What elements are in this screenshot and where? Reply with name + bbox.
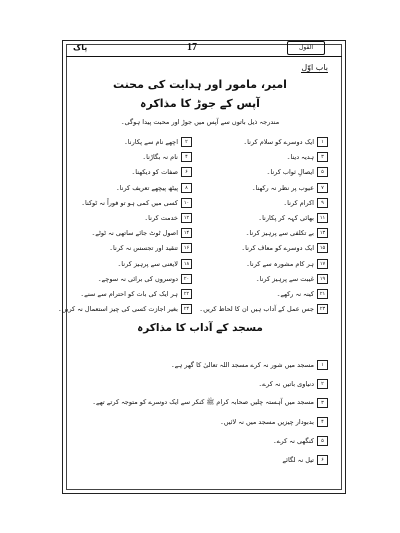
item-text: غیبت سے پرہیز کرنا۔ [255, 274, 314, 283]
item-number: ۲۲ [181, 289, 192, 299]
item-text: مسجد میں شور نہ کرے مسجد اللہ تعالیٰ کا گھر ہے۔ [170, 361, 314, 369]
item-number: ۱۳ [317, 228, 328, 238]
item-number: ۸ [181, 183, 192, 193]
list-item [131, 167, 192, 177]
item-text: ہر کام مشورہ سے کرنا۔ [246, 259, 314, 268]
item-text: بغیر اجازت کسی کی چیز استعمال نہ کریں۔ [57, 305, 178, 314]
item-number: ۲۳ [317, 304, 328, 314]
list-item [117, 259, 192, 269]
item-text: بھائی کہہ کر پکارنا۔ [258, 214, 314, 222]
list-item [92, 398, 328, 408]
list-item [252, 183, 328, 193]
item-number: ۱۱ [317, 213, 328, 223]
item-text: مسجد میں آہستہ چلیں صحابہ کرام ﷺ کنکر سے ایک دوسرے کو متوجہ کرتے تھے۔ [92, 398, 314, 406]
item-number: ۲۱ [317, 289, 328, 299]
item-number: ۲۰ [181, 274, 192, 284]
item-text: بے تکلفی سے پرہیز کرنا۔ [245, 229, 314, 238]
list-item [277, 289, 328, 299]
item-text: لایعنی سے پرہیز کرنا۔ [117, 259, 178, 268]
list-item [142, 152, 192, 162]
list-item [81, 198, 192, 208]
item-number: ۱۶ [181, 243, 192, 253]
item-number: ۳ [317, 152, 328, 162]
item-text: خدمت کرنا۔ [144, 214, 178, 222]
intro-text: مندرجہ ذیل باتوں سے آپس میں جوڑ اور محبت پیدا ہوگی۔ [120, 118, 280, 126]
item-number: ۲۴ [181, 304, 192, 314]
item-number: ۱۰ [181, 198, 192, 208]
item-text: نام نہ بگاڑنا۔ [142, 153, 178, 162]
list-item [124, 137, 192, 147]
item-text: کنگھی نہ کرے۔ [272, 437, 314, 445]
list-item [199, 304, 328, 314]
item-number: ۴ [181, 152, 192, 162]
list-item [282, 455, 328, 465]
list-item [92, 228, 193, 238]
item-number: ۳ [317, 398, 328, 408]
item-text: ہر ایک کی بات کو احترام سے سنے۔ [80, 290, 178, 298]
item-text: ہدیہ دینا۔ [286, 153, 314, 162]
page-number: 17 [187, 42, 197, 53]
list-item [256, 274, 328, 284]
item-number: ۲ [181, 137, 192, 147]
section-title-main: امیر، مامور اور ہدایت کی محنت [113, 78, 287, 91]
item-text: اصول ٹوٹ جائے ساتھی نہ ٹوٹے۔ [91, 229, 178, 238]
item-number: ۱۴ [181, 228, 192, 238]
item-text: عیوب پر نظر نہ رکھنا۔ [251, 183, 314, 192]
item-number: ۱۵ [317, 243, 328, 253]
item-text: کینہ نہ رکھے۔ [276, 290, 314, 298]
item-text: ایک دوسرے کو معاف کرنا۔ [241, 244, 314, 253]
list-item [287, 152, 328, 162]
item-text: اچھے نام سے پکارنا۔ [123, 138, 178, 146]
list-item [246, 228, 328, 238]
item-number: ۱۹ [317, 274, 328, 284]
chapter-label: باب اوّل [301, 63, 328, 72]
item-number: ۵ [317, 167, 328, 177]
item-number: ۵ [317, 436, 328, 446]
list-item [243, 137, 328, 147]
list-item [144, 213, 192, 223]
list-item [267, 167, 328, 177]
item-text: کسی میں کمی ہو تو فوراً نہ ٹوکنا۔ [81, 198, 178, 207]
list-item [171, 360, 328, 370]
list-item [258, 213, 328, 223]
item-number: ۱ [317, 137, 328, 147]
list-item [273, 436, 328, 446]
header-left-label: پاک [73, 43, 88, 52]
list-item [58, 304, 192, 314]
item-text: صفات کو دیکھنا۔ [131, 168, 178, 177]
item-text: ایصالِ ثواب کرنا۔ [266, 168, 314, 177]
item-number: ۱۲ [181, 213, 192, 223]
header-right-logo: القول [287, 41, 325, 55]
list-item [109, 243, 192, 253]
item-number: ۱۷ [317, 259, 328, 269]
item-text: پیٹھ پیچھے تعریف کرنا۔ [115, 183, 178, 192]
item-text: دنیاوی باتیں نہ کرے۔ [258, 380, 314, 388]
section-title-mosque: مسجد کے آداب کا مذاکرہ [137, 322, 263, 334]
list-item [246, 259, 328, 269]
item-text: دوسروں کی برائی نہ سوچے۔ [97, 274, 178, 283]
item-number: ۴ [317, 417, 328, 427]
list-item [220, 417, 328, 427]
item-number: ۱ [317, 360, 328, 370]
header-divider [66, 56, 342, 57]
item-text: بدبودار چیزیں مسجد میں نہ لائیں۔ [219, 418, 314, 426]
item-number: ۲ [317, 379, 328, 389]
item-number: ۹ [317, 198, 328, 208]
item-text: تیل نہ لگائے [282, 456, 314, 464]
item-text: اکرام کرنا۔ [283, 198, 314, 207]
list-item [116, 183, 192, 193]
item-number: ۱۸ [181, 259, 192, 269]
list-item [259, 379, 329, 389]
item-number: ۶ [181, 167, 192, 177]
item-text: ایک دوسرے کو سلام کرنا۔ [243, 138, 314, 146]
list-item [80, 289, 192, 299]
list-item [241, 243, 328, 253]
item-number: ۶ [317, 455, 328, 465]
list-item [98, 274, 192, 284]
item-text: تنقید اور تجسس نہ کرنا۔ [109, 244, 178, 253]
section-title-mutual: آپس کے جوڑ کا مذاکرہ [140, 97, 260, 110]
item-text: جس عمل کے آداب ہیں ان کا لحاظ کریں۔ [199, 305, 314, 314]
item-number: ۷ [317, 183, 328, 193]
list-item [283, 198, 328, 208]
